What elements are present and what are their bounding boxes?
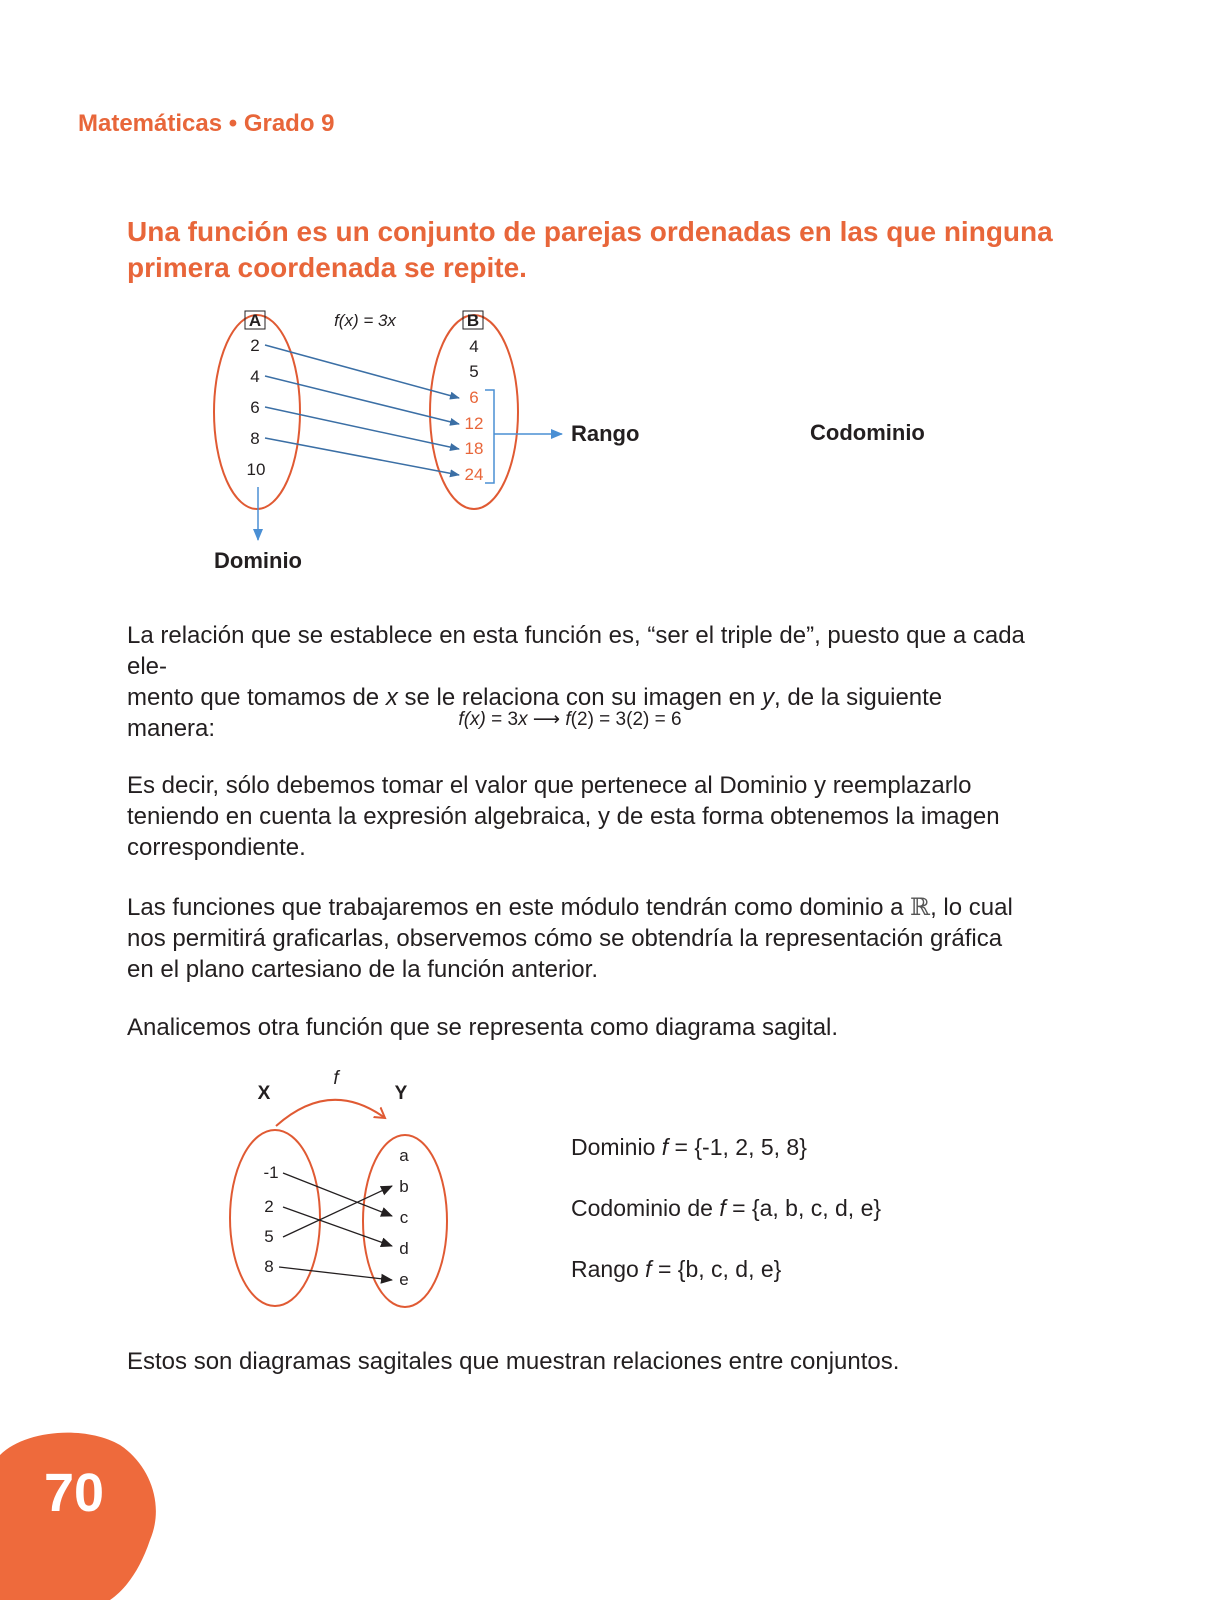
y-value: a xyxy=(399,1146,409,1165)
formula-arrow: ⟶ xyxy=(527,709,566,730)
y-value: e xyxy=(399,1270,409,1289)
formula-part: f(x) xyxy=(458,709,486,730)
paragraph-analyze: Analicemos otra función que se representa como diagrama sagital. xyxy=(127,1014,839,1041)
y-value: d xyxy=(399,1239,409,1258)
set-x-ellipse xyxy=(230,1130,320,1306)
domain-value: 6 xyxy=(250,398,260,417)
info-value: = {-1, 2, 5, 8} xyxy=(668,1134,807,1160)
x-value: 2 xyxy=(264,1197,274,1216)
codomain-value: 5 xyxy=(469,362,479,381)
x-value: -1 xyxy=(263,1163,279,1182)
info-dominio xyxy=(571,1134,807,1161)
set-y-label: Y xyxy=(394,1083,408,1104)
info-value: = {a, b, c, d, e} xyxy=(725,1195,882,1221)
codomain-value-range: 6 xyxy=(469,388,479,407)
header-grade: Grado 9 xyxy=(243,110,335,137)
paragraph-conclusion: Estos son diagramas sagitales que muestran relaciones entre conjuntos. xyxy=(127,1348,900,1375)
info-codominio xyxy=(571,1195,881,1222)
mapping-arrow xyxy=(283,1207,392,1246)
range-label: Rango xyxy=(571,421,640,446)
codomain-value-range: 18 xyxy=(464,439,484,458)
x-value: 5 xyxy=(264,1227,274,1246)
formula-part: (2) = 3(2) = 6 xyxy=(570,709,682,730)
mapping-arrow xyxy=(283,1186,392,1237)
x-value: 8 xyxy=(264,1257,274,1276)
formula-part: = 3 xyxy=(485,709,519,730)
set-b-label: B xyxy=(466,311,480,330)
codomain-label: Codominio xyxy=(810,420,925,445)
y-value: b xyxy=(399,1177,409,1196)
function-label: f(x) = 3x xyxy=(334,311,396,330)
domain-label: Dominio xyxy=(214,548,302,573)
header-subject: Matemáticas xyxy=(78,110,223,137)
function-curved-arrow xyxy=(276,1100,385,1126)
function-definition: Una función es un conjunto de parejas ordenadas en las que ninguna primera coordenada se repite. xyxy=(127,216,1053,283)
paragraph-real-domain-text: , lo cual nos permitirá graficarlas, observemos cómo se obtendría la representación gráfica en el plano cartesiano de la función anterior. xyxy=(127,894,1013,983)
paragraph-replace: Es decir, sólo debemos tomar el valor que pertenece al Dominio y reemplazarlo teniendo en cuenta la expresión algebraica, y de esta forma obtenemos la imagen correspondiente. xyxy=(127,772,1000,861)
info-function: f xyxy=(661,1134,669,1160)
info-rango xyxy=(571,1256,781,1283)
info-label: Codominio de xyxy=(571,1195,720,1221)
formula-part: x xyxy=(518,709,528,730)
mapping-arrow xyxy=(279,1267,392,1280)
formula-part: f xyxy=(565,709,571,730)
function-f-label: f xyxy=(333,1068,339,1089)
info-function: f xyxy=(719,1195,726,1221)
info-label: Rango xyxy=(571,1256,646,1282)
codomain-value-range: 24 xyxy=(464,465,484,484)
codomain-value-range: 12 xyxy=(464,414,484,433)
mapping-arrow xyxy=(283,1173,392,1216)
info-function: f xyxy=(645,1256,652,1282)
paragraph-relation-text: se le relaciona con su imagen en xyxy=(397,684,763,711)
paragraph-relation-text: , de la siguiente manera: xyxy=(127,684,943,742)
info-label: Dominio xyxy=(571,1134,662,1160)
domain-value: 8 xyxy=(250,429,260,448)
domain-value: 10 xyxy=(246,460,266,479)
set-a-label: A xyxy=(248,311,262,330)
header-separator: • xyxy=(228,110,238,137)
y-value: c xyxy=(399,1208,409,1227)
real-numbers-symbol: ℝ xyxy=(910,893,931,921)
domain-value: 2 xyxy=(250,336,260,355)
paragraph-real-domain-text: Las funciones que trabajaremos en este módulo tendrán como dominio a xyxy=(127,894,911,921)
variable-y: y xyxy=(762,684,775,711)
set-x-label: X xyxy=(257,1083,271,1104)
paragraph-relation-text: La relación que se establece en esta función es, “ser el triple de”, puesto que a cada ele- xyxy=(127,622,1025,680)
variable-x: x xyxy=(385,684,398,711)
paragraph-relation-text: mento que tomamos de xyxy=(127,684,386,711)
info-value: = {b, c, d, e} xyxy=(651,1256,782,1282)
domain-value: 4 xyxy=(250,367,260,386)
codomain-value: 4 xyxy=(469,337,479,356)
page-number: 70 xyxy=(44,1463,105,1523)
